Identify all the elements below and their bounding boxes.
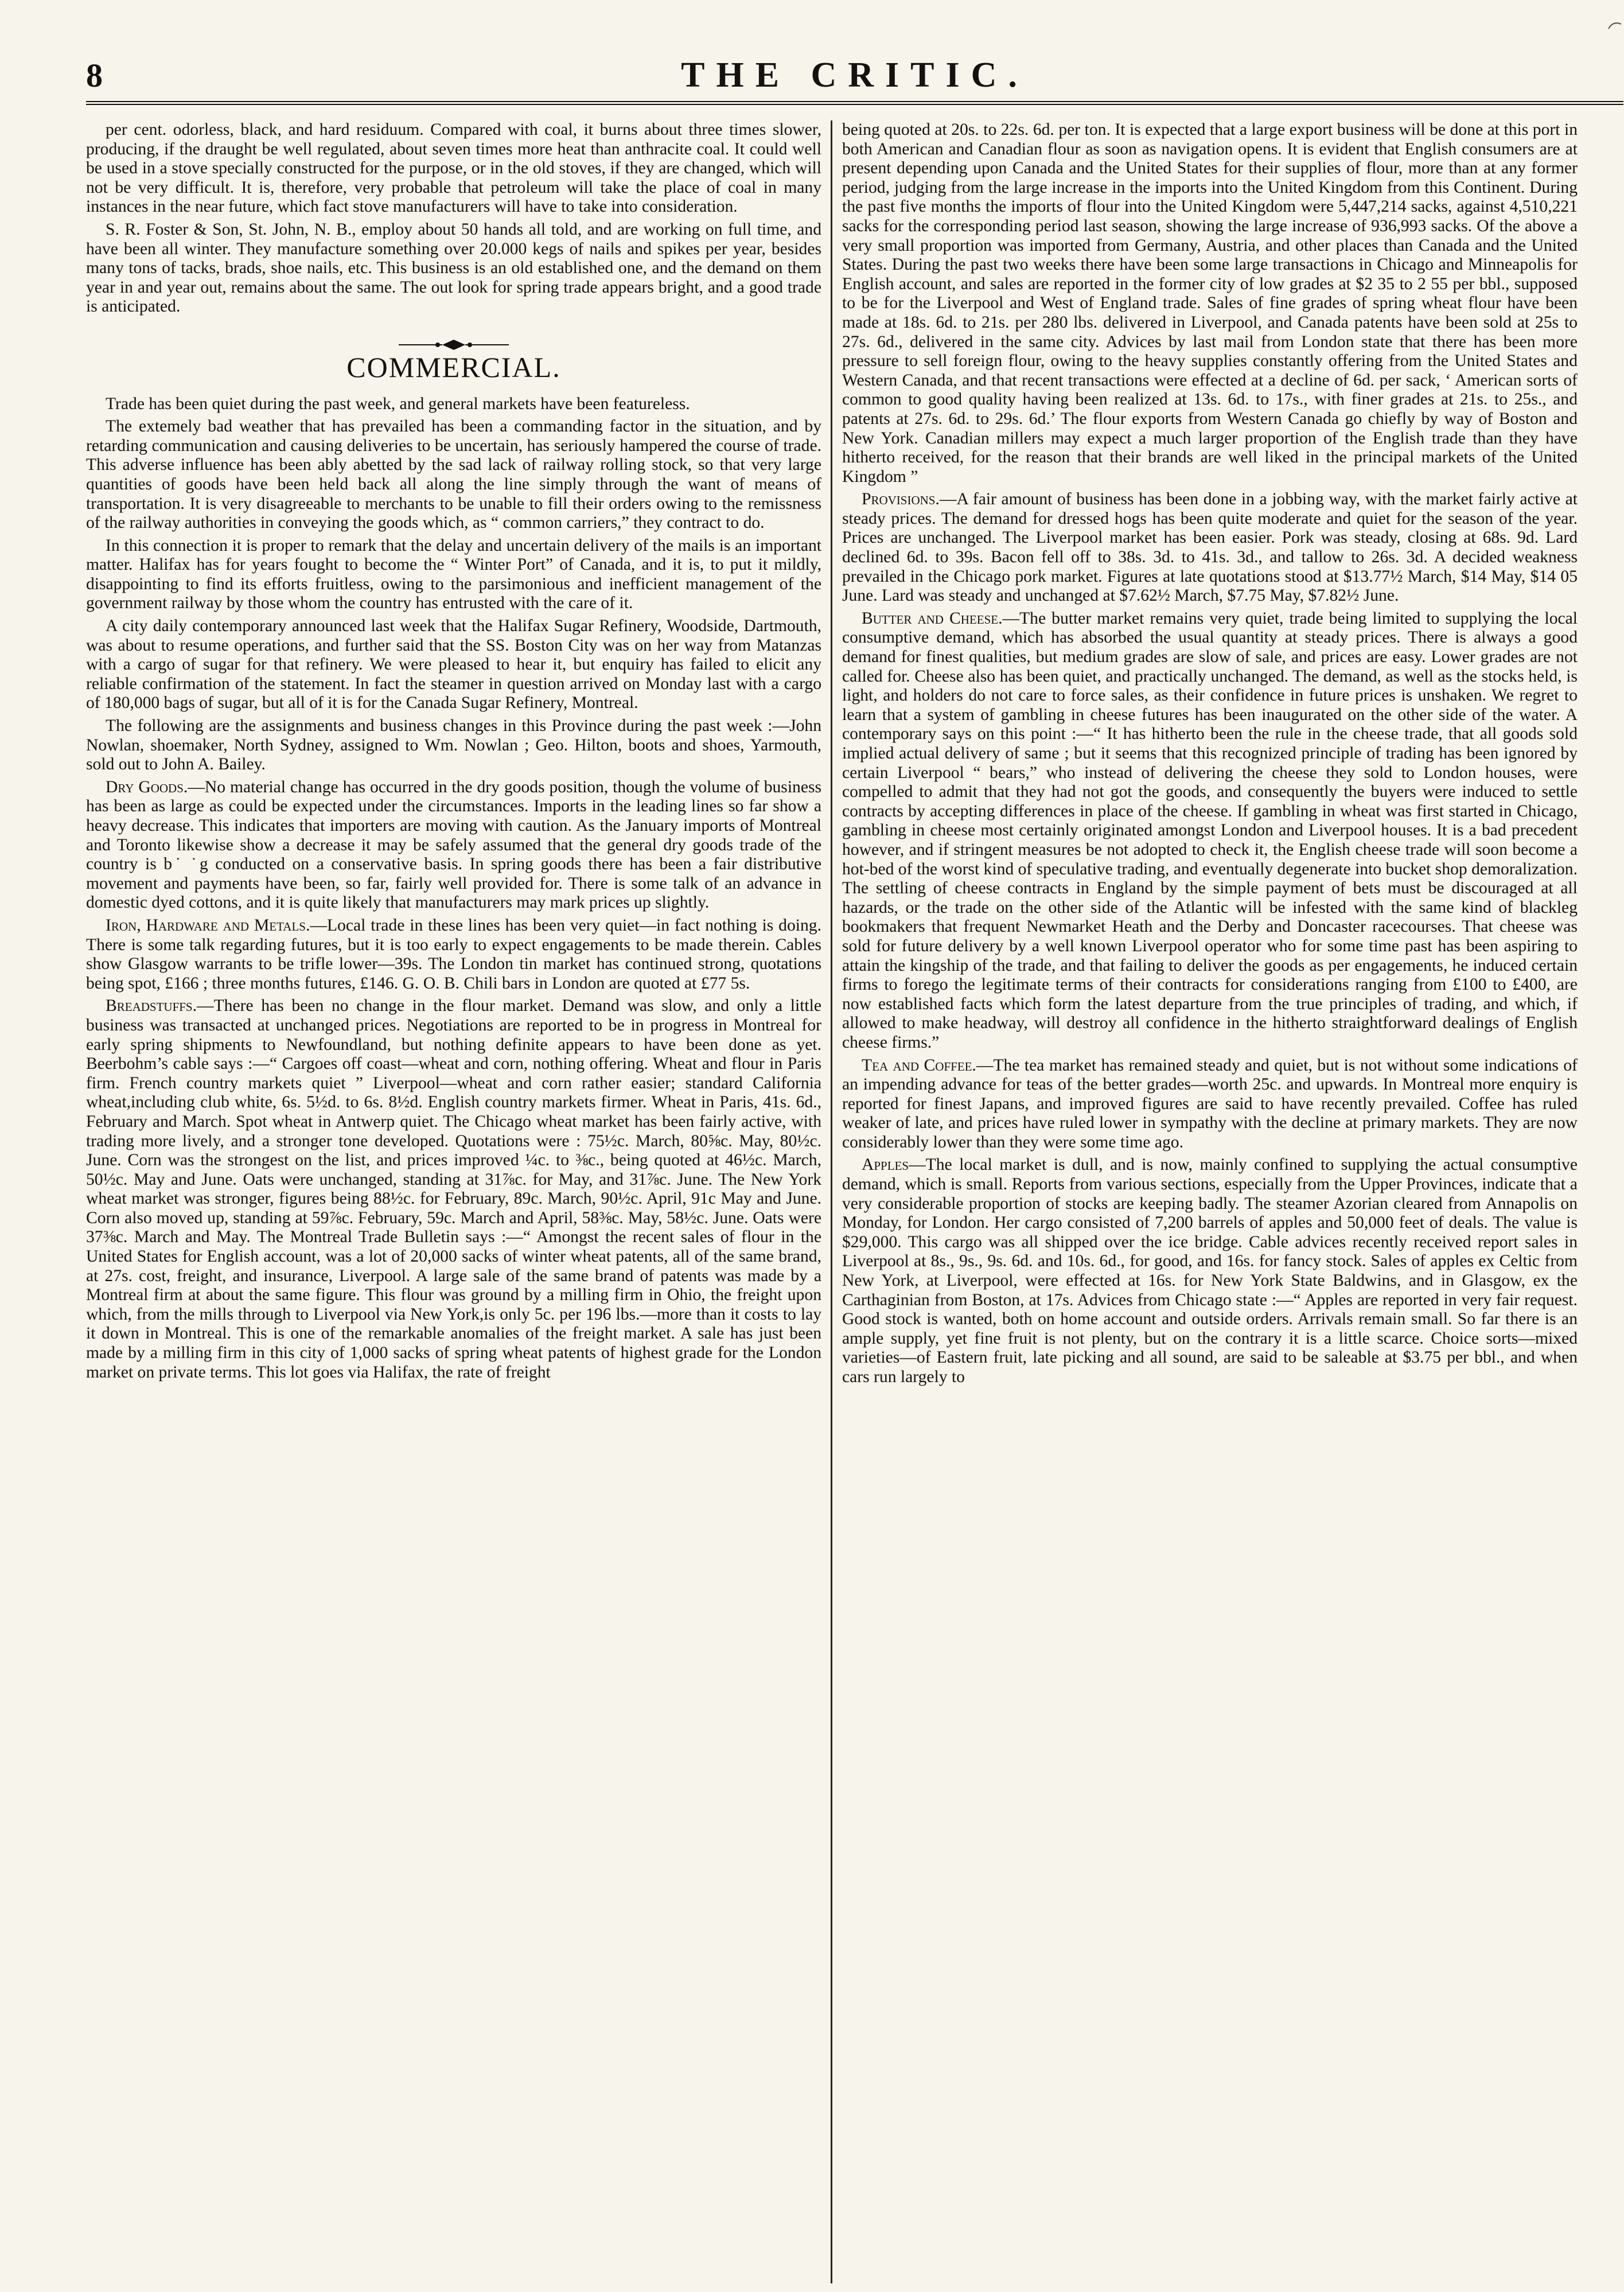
dry-goods-text: —No material change has occurred in the dry goods position, though the volume of business has been as large as could be expected under the circumstances. Imports in the leading lines so far show a heavy decrease. This indicates that importers are moving with caution. As the January imports of Montreal and Toronto likewise show a decrease it may be safely assumed that the general dry goods trade of the country is b˙ ˙g conducted on a conservative basis. In spring goods there has been a fair distributive movement and payments have been, so far, fairly well provided for. There is some talk of an advance in domestic dyed cottons, and it is quite likely that manufacturers may mark prices up slightly.	[86, 777, 821, 912]
assignments-paragraph: The following are the assignments and business changes in this Province during the past week :—John Nowlan, shoemaker, North Sydney, assigned to Wm. Nowlan ; Geo. Hilton, boots and shoes, Yarmouth, sold out to John A. Bailey.	[86, 717, 821, 774]
corner-mark-icon	[1606, 18, 1623, 32]
breadstuffs-text: —There has been no change in the flour market. Demand was slow, and only a little business was transacted at unchanged prices. Negotiations are reported to be in progress in Montreal for early spring shipments to Newfoundland, but nothing definite appears to have been done as yet. Beerbohm’s cable says :—“ Cargoes off coast—wheat and corn, nothing offering. Wheat and flour in Paris firm. French country markets quiet ” Liverpool—wheat and corn rather easier; standard California wheat,including club white, 6s. 5½d. to 6s. 8½d. English country markets firmer. Wheat in Paris, 41s. 6d., February and March. Spot wheat in Antwerp quiet. The Chicago wheat market has been fairly active, with trading more lively, and a stronger tone developed. Quotations were : 75½c. March, 80⅝c. May, 80½c. June. Corn was the strongest on the list, and prices improved ¼c. to ⅜c., being quoted at 46½c. March, 50½c. May and June. Oats were unchanged, standing at 31⅞c. for May, and 31⅞c. June. The New York wheat market was stronger, figures being 88½c. for February, 89c. March, 90½c. April, 91c May and June. Corn also moved up, standing at 59⅞c. February, 59c. March and April, 58⅜c. May, 58½c. June. Oats were 37⅜c. March and May. The Montreal Trade Bulletin says :—“ Amongst the recent sales of flour in the United States for English account, was a lot of 20,000 sacks of winter wheat patents, all of the same brand, at 27s. cost, freight, and insurance, Liverpool. A large sale of the same brand of patents was made by a Montreal firm at about the same figure. This flour was ground by a milling firm in Ohio, the freight upon which, from the mills through to Liverpool via New York,is only 5c. per 196 lbs.—more than it costs to lay it down in Montreal. This is one of the remarkable anomalies of the freight market. A sale has just been made by a milling firm in this city of 1,000 sacks of spring wheat patents of highest grade for the London market on private terms. This lot goes via Halifax, the rate of freight	[86, 997, 821, 1382]
dry-goods-paragraph	[86, 778, 821, 913]
article-columns	[86, 120, 1623, 2283]
sugar-refinery-paragraph: A city daily contemporary announced last week that the Halifax Sugar Refinery, Woodside, Dartmouth, was about to resume operations, and further said that the SS. Boston City was on her way from Matanzas with a cargo of sugar for that refinery. We were pleased to hear it, but enquiry has failed to elicit any reliable confirmation of the statement. In fact the steamer in question arrived on Monday last with a cargo of 180,000 bags of sugar, but all of it is for the Canada Sugar Refinery, Montreal.	[86, 617, 821, 713]
apples-text: —The local market is dull, and is now, mainly confined to supplying the actual consumptive demand, which is small. Reports from various sections, especially from the Upper Provinces, indicate that a very considerable proportion of stocks are keeping badly. The steamer Azorian cleared from Annapolis on Monday, for London. Her cargo consisted of 7,200 barrels of apples and 50,000 feet of deals. The value is $29,000. This cargo was all shipped over the ice bridge. Cable advices recently received report sales in Liverpool at 8s., 9s., 9s. 6d. and 10s. 6d., for good, and 16s. for fancy stock. Sales of apples ex Celtic from New York, at Liverpool, were effected at 16s. for New York State Baldwins, and in Glasgow, ex the Carthaginian from Boston, at 17s. Advices from Chicago state :—“ Apples are reported in very fair request. Good stock is wanted, both on home account and outside orders. Arrivals remain small. So far there is an ample supply, yet fine fruit is not plenty, but on the contrary it is a little scarce. Choice sorts—mixed varieties—of Eastern fruit, late picking and all sound, are said to be saleable at $3.75 per bbl., and when cars run largely to	[842, 1155, 1578, 1386]
newspaper-page	[86, 53, 1623, 2279]
tea-coffee-paragraph	[842, 1056, 1578, 1153]
page-number: 8	[86, 57, 103, 94]
breadstuffs-heading: Breadstuffs.	[106, 997, 197, 1015]
dry-goods-heading: Dry Goods.	[106, 777, 188, 796]
foster-paragraph: S. R. Foster & Son, St. John, N. B., employ about 50 hands all told, and are working on full time, and have been all winter. They manufacture something over 20.000 kegs of nails and spikes per year, besides many tons of tacks, brads, shoe nails, etc. This business is an old established one, and the demand on them year in and year out, remains about the same. The out look for spring trade appears bright, and a good trade is anticipated.	[86, 220, 821, 316]
trade-quiet-paragraph: Trade has been quiet during the past week, and general markets have been featureless.	[106, 394, 690, 413]
provisions-heading: Provisions.	[862, 490, 940, 509]
provisions-paragraph	[842, 490, 1578, 606]
breadstuffs-paragraph	[86, 997, 821, 1382]
column-rule	[831, 120, 832, 2283]
commercial-heading: COMMERCIAL.	[346, 351, 561, 383]
apples-paragraph	[842, 1155, 1578, 1387]
left-column	[86, 120, 821, 2283]
petroleum-paragraph: per cent. odorless, black, and hard residuum. Compared with coal, it burns about three times slower, producing, if the draught be well regulated, about seven times more heat than anthracite coal. It could well be used in a stove specially constructed for the purpose, or in the old stoves, if they are changed, which will not be very difficult. It is, therefore, very probable that petroleum will take the place of coal in many instances in the near future, which fact stove manufacturers will have to take into consideration.	[86, 120, 821, 216]
butter-cheese-text: —The butter market remains very quiet, trade being limited to supplying the local consumptive demand, which has absorbed the usual quantity at steady prices. There is always a good demand for finest qualities, but medium grades are slow of sale, and prices are easy. Lower grades are not called for. Cheese also has been quiet, and practically unchanged. The demand, as well as the stocks held, is light, and holders do not care to force sales, as their confidence in future prices is unshaken. We regret to learn that a system of gambling in cheese futures has been inaugurated on the other side of the water. A contemporary says on this point :—“ It has hitherto been the rule in the cheese trade, that all goods sold implied actual delivery of same ; but it seems that this recognized principle of trading has been ignored by certain Liverpool “ bears,” who instead of delivering the cheese they sold to London houses, were compelled to admit that they had not got the goods, and consequently the buyers were induced to settle contracts by accepting differences in place of the cheese. If gambling in wheat was first started in Chicago, gambling in cheese most certainly originated amongst London and Liverpool houses. It is a bad precedent however, and if stringent measures be not adopted to check it, the English cheese trade will soon become a hot-bed of the worst kind of speculative trading, and eventually degenerate into bucket shop demoralization. The settling of cheese contracts in England by the simple payment of bets must be discouraged at all hazards, or the trade on the other side of the Atlantic will be infested with the same kind of blackleg bookmakers that frequent Newmarket Heath and the Derby and Doncaster racecourses. That cheese was sold for future delivery by a well known Liverpool operator who for some time past has been aspiring to attain the kingship of the trade, and that failing to deliver the goods as per engagements, he induced certain firms to forego the legitimate terms of their contracts for considerations ranging from £100 to £400, are now established facts which form the latest departure from the true principles of trading, and which, if allowed to make headway, will destroy all confidence in the hitherto straightforward dealings of English cheese firms.”	[842, 609, 1578, 1052]
tea-coffee-text: —The tea market has remained steady and quiet, but is not without some indications of an impending advance for teas of the better grades—worth 25c. and upwards. In Montreal more enquiry is reported for finest Japans, and improved figures are said to have recently prevailed. Coffee has ruled weaker of late, and prices have ruled lower in sympathy with the decline at primary markets. They are now considerably lower than they were some time ago.	[842, 1056, 1578, 1151]
provisions-text: —A fair amount of business has been done in a jobbing way, with the market fairly active at steady prices. The demand for dressed hogs has been quite moderate and quiet for the season of the year. Prices are unchanged. The Liverpool market has been easier. Pork was steady, closing at 68s. 9d. Lard declined 6d. to 39s. Bacon fell off to 38s. 3d. to 41s. 3d., and tallow to 26s. 3d. A decided weakness prevailed in the Chicago pork market. Figures at late quotations stood at $13.77½ March, $14 May, $14 05 June. Lard was steady and unchanged at $7.62½ March, $7.75 May, $7.82½ June.	[842, 490, 1578, 605]
iron-text: —Local trade in these lines has been very quiet—in fact nothing is doing. There is some talk regarding futures, but it is too early to expect engagements to be made therein. Cables show Glasgow warrants to be trifle lower—39s. The London tin market has continued strong, quotations being spot, £166 ; three months futures, £146. G. O. B. Chili bars in London are quoted at £77 5s.	[86, 916, 821, 993]
weather-paragraph: The extemely bad weather that has prevailed has been a commanding factor in the situation, and by retarding communication and causing deliveries to be uncertain, has seriously hampered the course of trade. This adverse influence has been ably abetted by the sad lack of railway rolling stock, so that very large quantities of goods have been held back all along the line simply through the want of means of transportation. It is very disagreeable to merchants to be unable to fill their orders owing to the remissness of the railway authorities in conveying the goods which, as “ common carriers,” they contract to do.	[86, 417, 821, 532]
flour-continued-paragraph: being quoted at 20s. to 22s. 6d. per ton. It is expected that a large export business will be done at this port in both American and Canadian flour as soon as navigation opens. It is evident that English consumers are at present depending upon Canada and the United States for their supplies of flour, more than at any former period, judging from the large increase in the imports into the United Kingdom from this Continent. During the past five months the imports of flour into the United Kingdom were 5,447,214 sacks, against 4,510,221 sacks for the corresponding period last season, showing the large increase of 936,993 sacks. Of the above a very small proportion was imported from Germany, Austria, and other places than Canada and the United States. During the past two weeks there have been some large transactions in Chicago and Minneapolis for English account, and sales are reported in the former city of low grades at $2 35 to 2 55 per bbl., supposed to be for the Liverpool and West of England trade. Sales of fine grades of spring wheat flour have been made at 18s. 6d. to 21s. per 280 lbs. delivered in Liverpool, and Canada patents have been sold at 25s to 27s. 6d., delivered in the same city. Advices by last mail from London state that there has been more pressure to sell foreign flour, owing to the heavy supplies constantly offering from the United States and Western Canada, and that recent transactions were effected at a decline of 6d. per sack, ‘ American sorts of common to good quality having been realized at 13s. 6d. to 17s., with finer grades at 21s. to 25s., and patents at 27s. 6d. to 29s. 6d.’ The flour exports from Western Canada go chiefly by way of Boston and New York. Canadian millers may expect a much larger proportion of the English trade than they have hitherto received, for the reason that their brands are well liked in the principal markets of the United Kingdom ”	[842, 120, 1578, 486]
iron-paragraph	[86, 916, 821, 993]
tea-coffee-heading: Tea and Coffee.	[862, 1056, 976, 1075]
butter-cheese-heading: Butter and Cheese.	[862, 609, 1003, 628]
butter-cheese-paragraph	[842, 609, 1578, 1053]
masthead: THE CRITIC.	[681, 56, 1029, 95]
right-column	[842, 120, 1578, 2283]
ornament-divider-icon	[396, 338, 511, 352]
apples-heading: Apples	[862, 1155, 909, 1174]
iron-heading: Iron, Hardware and Metals.	[106, 916, 310, 935]
page-header	[86, 53, 1623, 105]
mails-paragraph: In this connection it is proper to remark that the delay and uncertain delivery of the mails is an important matter. Halifax has for years fought to become the “ Winter Port” of Canada, and it is, to put it mildly, disappointing to find its efforts fruitless, owing to the parsimonious and inefficient management of the government railway by those whom the country has entrusted with the care of it.	[86, 536, 821, 613]
